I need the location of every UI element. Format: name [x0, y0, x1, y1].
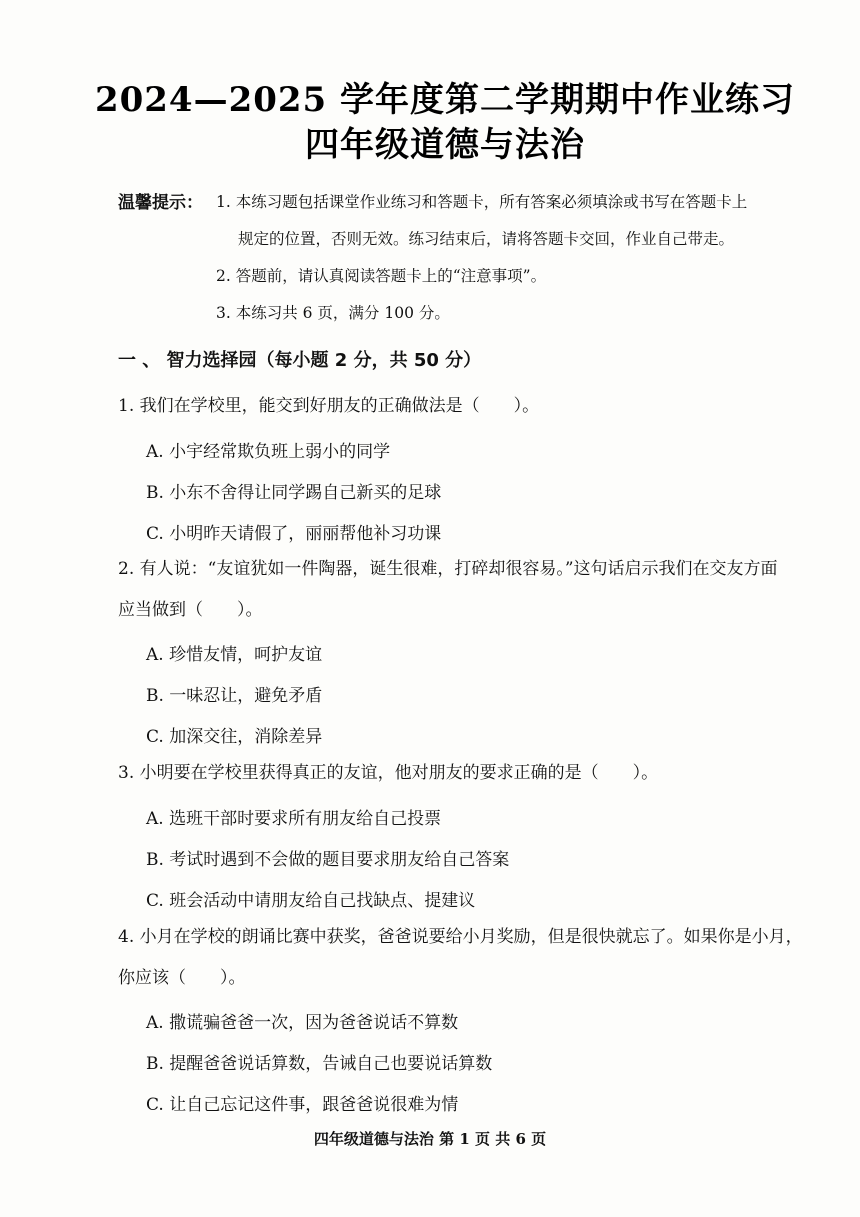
page-title: 2024—2025 学年度第二学期期中作业练习 — [94, 80, 796, 120]
tip-1-cont: 规定的位置，否则无效。练习结束后，请将答题卡交回，作业自己带走。 — [238, 230, 735, 248]
option-a: A. 珍惜友情，呵护友谊 — [146, 645, 323, 665]
page-footer: 四年级道德与法治 第 1 页 共 6 页 — [313, 1130, 547, 1148]
question-stem: 2. 有人说：“友谊犹如一件陶器，诞生很难，打碎却很容易。”这句话启示我们在交友方面 — [118, 559, 778, 579]
section-heading: 一 、 智力选择园（每小题 2 分，共 50 分） — [118, 350, 482, 371]
option-a: A. 小宇经常欺负班上弱小的同学 — [146, 442, 391, 462]
question-stem: 3. 小明要在学校里获得真正的友谊，他对朋友的要求正确的是（ ）。 — [118, 763, 659, 783]
tip-2: 2. 答题前，请认真阅读答题卡上的“注意事项”。 — [216, 267, 547, 285]
option-b: B. 小东不舍得让同学踢自己新买的足球 — [146, 483, 442, 503]
option-b: B. 考试时遇到不会做的题目要求朋友给自己答案 — [146, 850, 510, 870]
option-c: C. 加深交往，消除差异 — [146, 727, 323, 747]
page-subtitle: 四年级道德与法治 — [305, 125, 585, 165]
option-a: A. 撒谎骗爸爸一次，因为爸爸说话不算数 — [146, 1013, 459, 1033]
option-b: B. 一味忍让，避免矛盾 — [146, 686, 323, 706]
tip-1: 1. 本练习题包括课堂作业练习和答题卡，所有答案必须填涂或书写在答题卡上 — [216, 193, 748, 211]
option-c: C. 小明昨天请假了，丽丽帮他补习功课 — [146, 524, 442, 544]
tips-label: 温馨提示： — [118, 193, 203, 213]
question-stem: 4. 小月在学校的朗诵比赛中获奖，爸爸说要给小月奖励，但是很快就忘了。如果你是小月， — [118, 927, 803, 947]
option-c: C. 班会活动中请朋友给自己找缺点、提建议 — [146, 891, 476, 911]
question-stem: 1. 我们在学校里，能交到好朋友的正确做法是（ ）。 — [118, 396, 540, 416]
question-stem-cont: 应当做到（ ）。 — [118, 600, 263, 620]
option-a: A. 选班干部时要求所有朋友给自己投票 — [146, 809, 442, 829]
tip-3: 3. 本练习共 6 页，满分 100 分。 — [216, 304, 450, 322]
option-c: C. 让自己忘记这件事，跟爸爸说很难为情 — [146, 1095, 459, 1115]
option-b: B. 提醒爸爸说话算数，告诫自己也要说话算数 — [146, 1054, 493, 1074]
question-stem-cont: 你应该（ ）。 — [118, 968, 246, 988]
